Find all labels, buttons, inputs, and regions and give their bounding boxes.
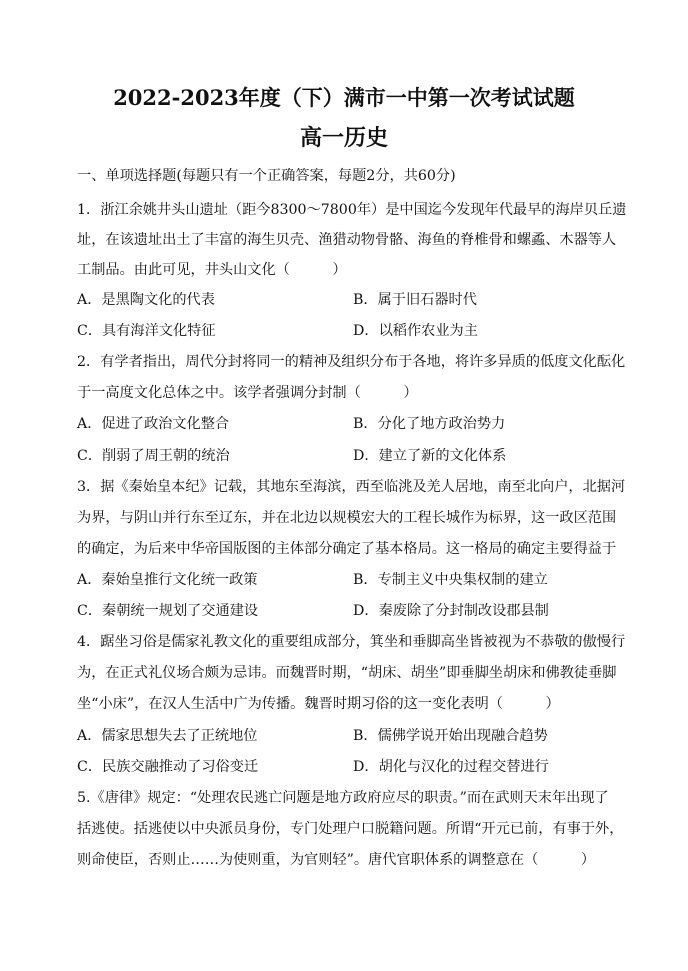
- question-3-line-3: 的确定，为后来中华帝国版图的主体部分确定了基本格局。这一格局的确定主要得益于: [77, 541, 617, 557]
- question-5-line-2: 括逃使。括逃使以中央派员身份，专门处理户口脱籍问题。所谓“开元已前，有事于外，: [77, 821, 624, 837]
- question-4-option-d: D．胡化与汉化的过程交替进行: [353, 759, 549, 775]
- question-3-option-d: D．秦废除了分封制改设郡县制: [353, 603, 549, 619]
- question-2-option-d: D．建立了新的文化体系: [353, 448, 507, 464]
- question-2-option-c: C．削弱了周王朝的统治: [77, 448, 230, 464]
- question-1-option-c: C．具有海洋文化特征: [77, 323, 216, 339]
- question-5-line-3: 则命使臣，否则止……为使则重，为官则轻”。唐代官职体系的调整意在（ ）: [77, 852, 596, 868]
- question-4-line-1: 4．踞坐习俗是儒家礼教文化的重要组成部分，箕坐和垂脚高坐皆被视为不恭敬的傲慢行: [77, 634, 626, 650]
- question-3-line-1: 3．据《秦始皇本纪》记载，其地东至海滨，西至临洮及羌人居地，南至北向户，北据河: [77, 479, 626, 495]
- question-1-line-3: 工制品。由此可见，井头山文化（ ）: [77, 262, 347, 278]
- question-1-option-a: A．是黑陶文化的代表: [77, 292, 215, 308]
- question-3-option-b: B．专制主义中央集权制的建立: [353, 572, 548, 588]
- question-2-line-1: 2．有学者指出，周代分封将同一的精神及组织分布于各地，将许多异质的低度文化酝化: [77, 354, 626, 370]
- question-3-option-c: C．秦朝统一规划了交通建设: [77, 603, 259, 619]
- question-1-line-1: 1．浙江余姚井头山遗址（距今8300～7800年）是中国迄今发现年代最早的海岸贝丘遗: [77, 202, 627, 218]
- question-4-line-2: 为，在正式礼仪场合颇为忌讳。而魏晋时期，“胡床、胡坐”即垂脚坐胡床和佛教徒垂脚: [77, 665, 617, 681]
- question-2-option-b: B．分化了地方政治势力: [353, 416, 506, 432]
- question-2-line-2: 于一高度文化总体之中。该学者强调分封制（ ）: [77, 385, 418, 401]
- exam-subject: 高一历史: [299, 125, 388, 151]
- question-4-option-a: A．儒家思想失去了正统地位: [77, 728, 258, 744]
- question-1-option-d: D．以稻作农业为主: [353, 323, 478, 339]
- question-4-option-c: C．民族交融推动了习俗变迁: [77, 759, 259, 775]
- question-5-line-1: 5.《唐律》规定：“处理农民逃亡问题是地方政府应尽的职责。”而在武则天末年出现了: [77, 790, 609, 806]
- question-1-option-b: B．属于旧石器时代: [353, 292, 477, 308]
- question-3-line-2: 为界，与阴山并行东至辽东，并在北边以规模宏大的工程长城作为标界，这一政区范围: [77, 510, 617, 526]
- question-1-line-2: 址，在该遗址出土了丰富的海生贝壳、渔猎动物骨骼、海鱼的脊椎骨和螺蟊、木器等人: [77, 232, 617, 248]
- question-3-option-a: A．秦始皇推行文化统一政策: [77, 572, 258, 588]
- exam-title: 2022-2023年度（下）满市一中第一次考试试题: [113, 85, 575, 110]
- section-heading: 一、单项选择题(每题只有一个正确答案，每题2分，共60分): [77, 168, 456, 184]
- question-2-option-a: A．促进了政治文化整合: [77, 416, 230, 432]
- question-4-line-3: 坐“小床”，在汉人生活中广为传播。魏晋时期习俗的这一变化表明（ ）: [77, 696, 560, 712]
- question-4-option-b: B．儒佛学说开始出现融合趋势: [353, 728, 548, 744]
